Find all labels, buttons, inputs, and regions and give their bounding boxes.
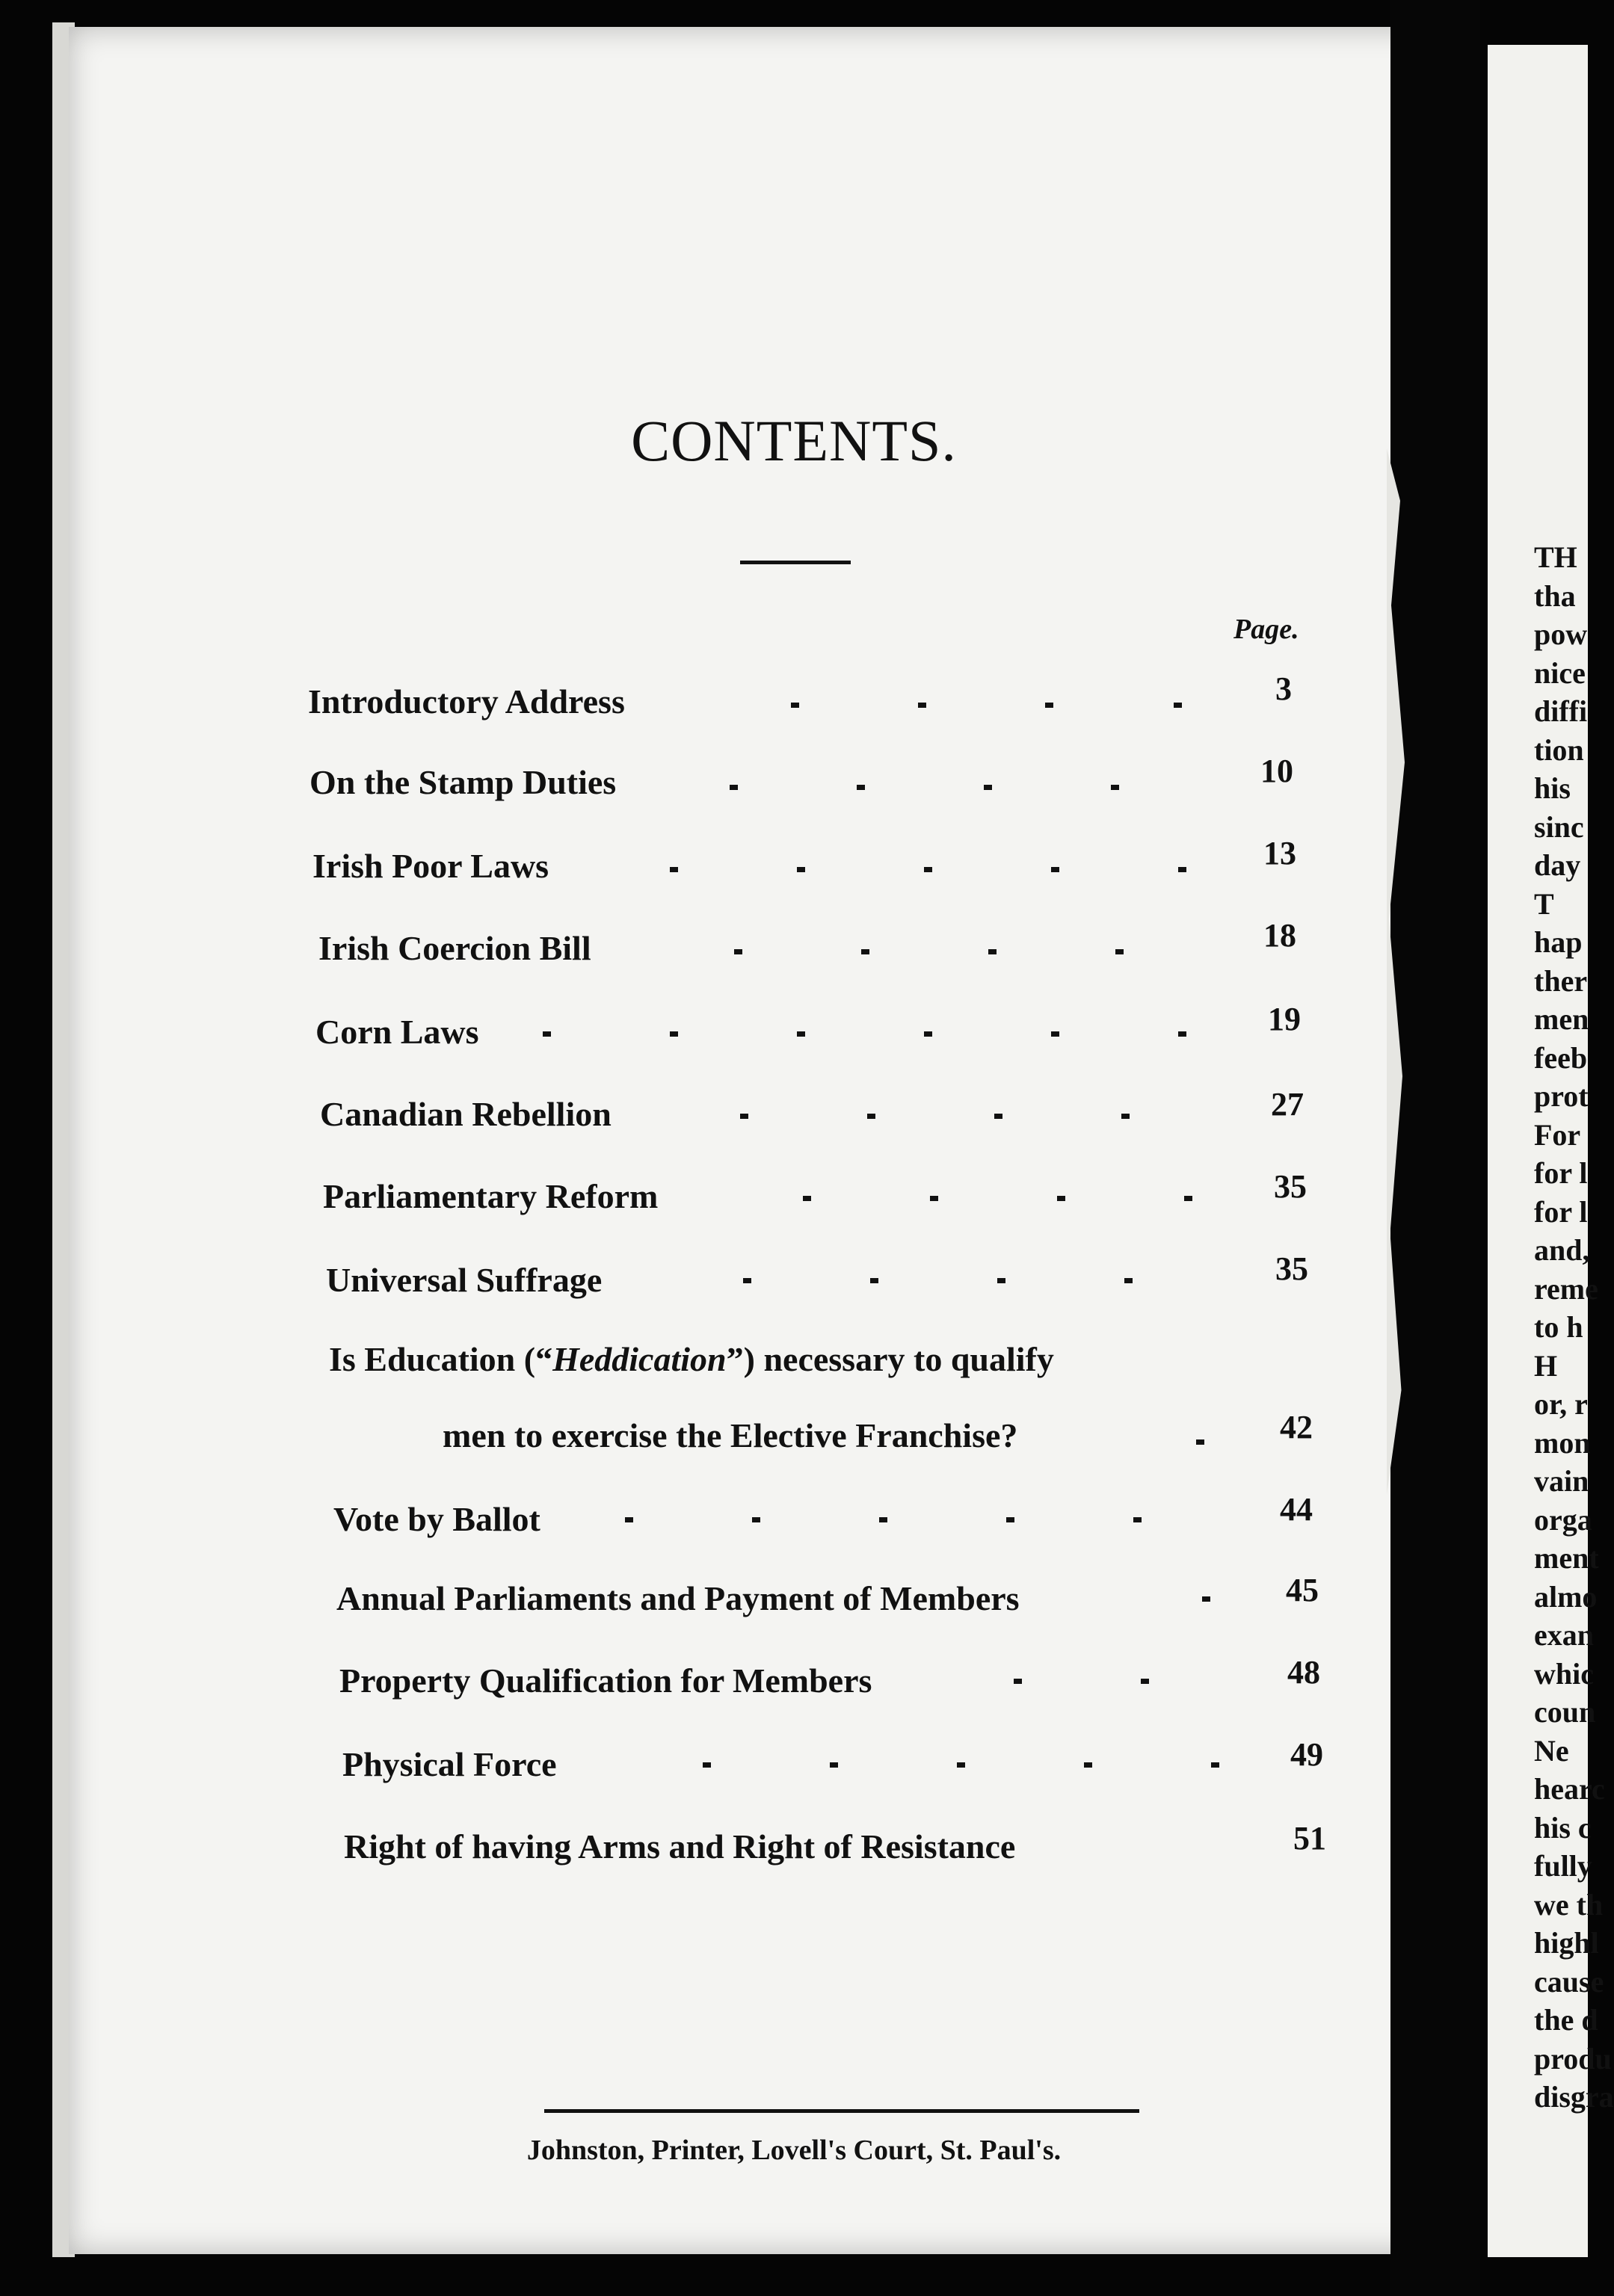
- leader-dot: [918, 703, 926, 708]
- leader-dot: [1133, 1517, 1142, 1522]
- facing-page-line: highl: [1534, 1926, 1599, 1960]
- facing-page-line: diffi: [1534, 694, 1588, 728]
- leader-dot: [1202, 1596, 1210, 1602]
- leader-dot: [670, 867, 678, 872]
- leader-dot: [994, 1114, 1002, 1119]
- facing-page-line: H: [1534, 1348, 1558, 1383]
- leader-dot: [861, 949, 869, 954]
- contents-page: [69, 27, 1438, 2254]
- facing-page-line: nice: [1534, 655, 1586, 690]
- toc-entry-title: Irish Poor Laws: [312, 847, 549, 885]
- printer-imprint: Johnston, Printer, Lovell's Court, St. Paul's.: [526, 2135, 1062, 2166]
- toc-entry-page: 51: [1293, 1820, 1326, 1857]
- toc-entry-page: 13: [1263, 835, 1296, 871]
- page-title: CONTENTS.: [631, 408, 957, 473]
- facing-page-line: fully: [1534, 1849, 1592, 1883]
- facing-page-line: T: [1534, 886, 1554, 921]
- leader-dot: [1178, 867, 1186, 872]
- leader-dot: [734, 949, 742, 954]
- leader-dot: [924, 1031, 932, 1037]
- facing-page-line: for l: [1534, 1194, 1588, 1229]
- leader-dot: [879, 1517, 887, 1522]
- facing-page-line: hearc: [1534, 1772, 1605, 1806]
- page-column-header: Page.: [1233, 614, 1299, 645]
- leader-dot: [797, 1031, 805, 1037]
- leader-dot: [984, 785, 992, 790]
- toc-entry-title: Irish Coercion Bill: [318, 929, 591, 967]
- toc-entry-page: 10: [1260, 753, 1293, 789]
- page-gutter: [1390, 0, 1480, 2296]
- facing-page-line: orga: [1534, 1502, 1592, 1537]
- facing-page-text: [1534, 538, 1614, 2117]
- leader-dot: [988, 949, 997, 954]
- leader-dot: [1045, 703, 1053, 708]
- leader-dot: [730, 785, 738, 790]
- toc-entry-page: 19: [1268, 1001, 1301, 1037]
- leader-dot: [625, 1517, 633, 1522]
- facing-page-line: exan: [1534, 1618, 1594, 1652]
- toc-entry-page: 35: [1275, 1250, 1308, 1287]
- facing-page-line: and,: [1534, 1233, 1590, 1267]
- facing-page-line: prot: [1534, 1079, 1589, 1113]
- leader-dot: [1014, 1679, 1022, 1684]
- facing-page-line: ment: [1534, 1541, 1599, 1575]
- facing-page-line: tion: [1534, 732, 1584, 767]
- leader-dot: [830, 1762, 838, 1768]
- leader-dot: [1121, 1114, 1130, 1119]
- toc-entry-page: 49: [1290, 1736, 1323, 1773]
- leader-dot: [870, 1278, 878, 1283]
- facing-page-line: coun: [1534, 1695, 1596, 1729]
- toc-entry-title: Corn Laws: [315, 1013, 479, 1051]
- toc-entry-title: Introductory Address: [308, 682, 625, 720]
- leader-dot: [1051, 1031, 1059, 1037]
- toc-entry-title: Is Education (“Heddication”) necessary to qualify: [329, 1340, 1054, 1378]
- facing-page-line: his c: [1534, 1810, 1592, 1845]
- toc-entry-page: 45: [1286, 1572, 1319, 1608]
- facing-page-line: cause: [1534, 1964, 1604, 1999]
- toc-entry-title: Universal Suffrage: [326, 1261, 603, 1299]
- leader-dot: [867, 1114, 875, 1119]
- facing-page-line: we th: [1534, 1887, 1604, 1922]
- toc-entry-title: Property Qualification for Members: [339, 1661, 872, 1700]
- leader-dot: [924, 867, 932, 872]
- toc-entry-page: 44: [1280, 1491, 1313, 1528]
- toc-entry-title: Canadian Rebellion: [320, 1095, 612, 1133]
- leader-dot: [1174, 703, 1182, 708]
- leader-dot: [1124, 1278, 1133, 1283]
- toc-entry-title: On the Stamp Duties: [309, 763, 617, 801]
- leader-dot: [930, 1196, 938, 1201]
- leader-dot: [1211, 1762, 1219, 1768]
- facing-page-line: ther: [1534, 963, 1588, 998]
- title-rule: [740, 561, 851, 564]
- facing-page-line: or, r: [1534, 1387, 1588, 1421]
- facing-page-line: sinc: [1534, 809, 1584, 844]
- leader-dot: [1184, 1196, 1192, 1201]
- leader-dot: [997, 1278, 1005, 1283]
- facing-page-line: For: [1534, 1117, 1581, 1152]
- leader-dot: [1051, 867, 1059, 872]
- leader-dot: [957, 1762, 965, 1768]
- leader-dot: [1196, 1439, 1204, 1445]
- leader-dot: [797, 867, 805, 872]
- toc-entry-page: 35: [1274, 1168, 1307, 1205]
- toc-entry-title: Vote by Ballot: [333, 1500, 540, 1538]
- leader-dot: [1084, 1762, 1092, 1768]
- toc-entry-title: Annual Parliaments and Payment of Members: [336, 1579, 1020, 1617]
- leader-dot: [1115, 949, 1124, 954]
- leader-dot: [1178, 1031, 1186, 1037]
- toc-entry-page: 18: [1263, 917, 1296, 954]
- leader-dot: [703, 1762, 711, 1768]
- leader-dot: [740, 1114, 748, 1119]
- facing-page-line: day: [1534, 848, 1581, 882]
- toc-entry-title: Physical Force: [342, 1745, 557, 1783]
- leader-dot: [743, 1278, 751, 1283]
- leader-dot: [1057, 1196, 1065, 1201]
- facing-page-line: reme: [1534, 1271, 1598, 1306]
- leader-dot: [752, 1517, 760, 1522]
- leader-dot: [1006, 1517, 1014, 1522]
- toc-entry-title: Parliamentary Reform: [323, 1177, 659, 1215]
- toc-entry-page: 27: [1271, 1086, 1304, 1123]
- leader-dot: [543, 1031, 551, 1037]
- leader-dot: [1141, 1679, 1149, 1684]
- facing-page-line: vain: [1534, 1464, 1589, 1498]
- leader-dot: [1111, 785, 1119, 790]
- facing-page-line: whic: [1534, 1656, 1594, 1691]
- facing-page-line: to h: [1534, 1310, 1583, 1344]
- leader-dot: [670, 1031, 678, 1037]
- toc-entry-page: 3: [1275, 670, 1292, 707]
- facing-page-line: TH: [1534, 540, 1577, 574]
- leader-dot: [791, 703, 799, 708]
- toc-entry-page: 42: [1280, 1409, 1313, 1445]
- facing-page-line: Ne: [1534, 1733, 1569, 1768]
- facing-page-line: almo: [1534, 1579, 1598, 1614]
- facing-page-line: for l: [1534, 1156, 1588, 1190]
- facing-page-line: hap: [1534, 925, 1583, 959]
- facing-page-line: the d: [1534, 2003, 1598, 2037]
- facing-page-line: produ: [1534, 2041, 1612, 2076]
- facing-page-line: tha: [1534, 578, 1576, 613]
- toc-entry-title: Right of having Arms and Right of Resistance: [344, 1827, 1016, 1866]
- facing-page-line: pow: [1534, 617, 1588, 651]
- leader-dot: [857, 785, 865, 790]
- imprint-rule: [544, 2109, 1139, 2113]
- facing-page-line: mon: [1534, 1425, 1591, 1460]
- facing-page-line: feeb: [1534, 1040, 1588, 1075]
- leader-dot: [803, 1196, 811, 1201]
- facing-page-line: his: [1534, 771, 1571, 805]
- facing-page-line: disgra: [1534, 2080, 1614, 2114]
- toc-entry-title-continuation: men to exercise the Elective Franchise?: [443, 1416, 1018, 1454]
- facing-page-line: men: [1534, 1002, 1589, 1036]
- toc-entry-page: 48: [1287, 1654, 1320, 1691]
